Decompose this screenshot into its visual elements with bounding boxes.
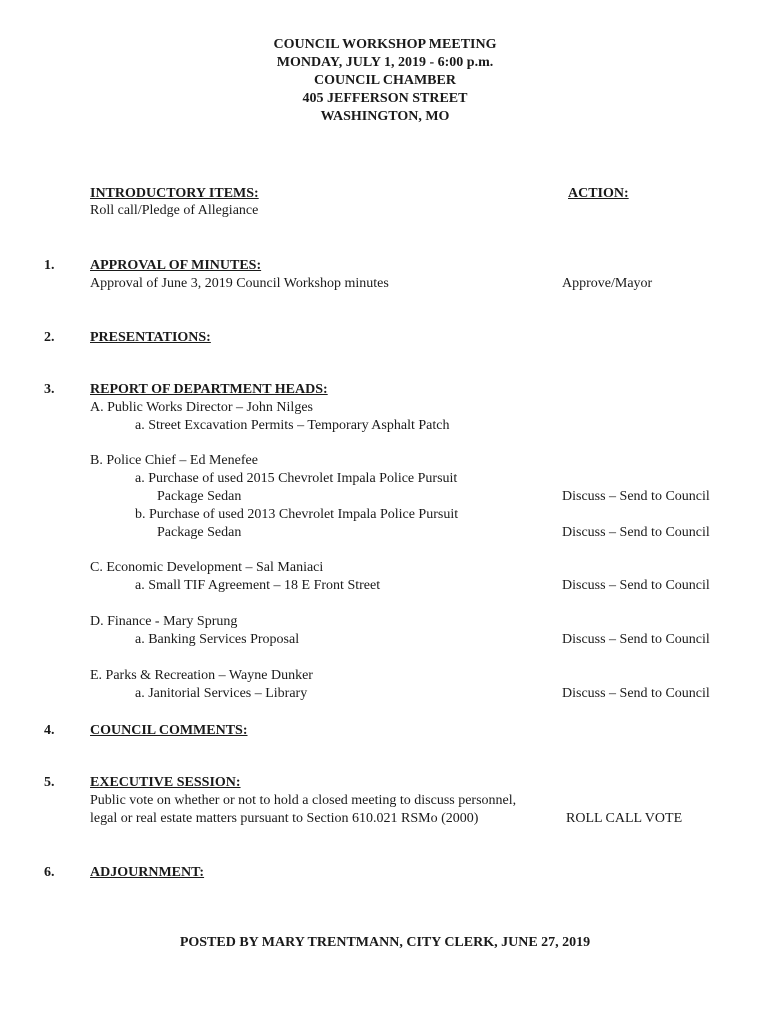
posted-by-footer: POSTED BY MARY TRENTMANN, CITY CLERK, JUNE 27, 2019 <box>179 935 591 950</box>
item-heading-presentations: PRESENTATIONS: <box>90 330 211 345</box>
header-title: COUNCIL WORKSHOP MEETING <box>273 37 497 52</box>
dept-subitem: a. Banking Services Proposal <box>135 632 300 647</box>
item-text: legal or real estate matters pursuant to Section 610.021 RSMo (2000) <box>90 811 479 826</box>
item-action: Discuss – Send to Council <box>562 578 710 593</box>
item-action: ROLL CALL VOTE <box>566 811 683 826</box>
dept-label: D. Finance - Mary Sprung <box>90 614 238 629</box>
item-heading-department-heads: REPORT OF DEPARTMENT HEADS: <box>90 382 328 397</box>
header-city: WASHINGTON, MO <box>320 109 450 124</box>
intro-heading: INTRODUCTORY ITEMS: <box>90 186 259 201</box>
dept-label: C. Economic Development – Sal Maniaci <box>90 560 324 575</box>
item-text: Public vote on whether or not to hold a closed meeting to discuss personnel, <box>90 793 517 808</box>
item-text: Approval of June 3, 2019 Council Workshop minutes <box>90 276 389 291</box>
item-heading-executive-session: EXECUTIVE SESSION: <box>90 775 241 790</box>
item-action: Discuss – Send to Council <box>562 686 710 701</box>
item-action: Approve/Mayor <box>562 276 653 291</box>
dept-subitem-cont: Package Sedan <box>157 489 242 504</box>
dept-subitem: a. Purchase of used 2015 Chevrolet Impala Police Pursuit <box>135 471 458 486</box>
header-address: 405 JEFFERSON STREET <box>302 91 468 106</box>
item-heading-adjournment: ADJOURNMENT: <box>90 865 205 880</box>
dept-subitem-cont: Package Sedan <box>157 525 242 540</box>
dept-label: A. Public Works Director – John Nilges <box>90 400 313 415</box>
item-number: 3. <box>44 382 55 397</box>
item-number: 5. <box>44 775 55 790</box>
header-date: MONDAY, JULY 1, 2019 - 6:00 p.m. <box>276 55 494 70</box>
dept-subitem: a. Janitorial Services – Library <box>135 686 308 701</box>
document-header <box>0 36 770 126</box>
dept-label: B. Police Chief – Ed Menefee <box>90 453 258 468</box>
item-heading-minutes: APPROVAL OF MINUTES: <box>90 258 262 273</box>
intro-text: Roll call/Pledge of Allegiance <box>90 203 259 218</box>
action-heading: ACTION: <box>568 186 629 201</box>
item-number: 6. <box>44 865 55 880</box>
dept-subitem: a. Street Excavation Permits – Temporary Asphalt Patch <box>135 418 450 433</box>
dept-subitem: a. Small TIF Agreement – 18 E Front Street <box>135 578 381 593</box>
item-action: Discuss – Send to Council <box>562 489 710 504</box>
dept-subitem: b. Purchase of used 2013 Chevrolet Impala Police Pursuit <box>135 507 459 522</box>
dept-label: E. Parks & Recreation – Wayne Dunker <box>90 668 313 683</box>
item-number: 2. <box>44 330 55 345</box>
item-number: 4. <box>44 723 55 738</box>
header-location: COUNCIL CHAMBER <box>314 73 456 88</box>
item-action: Discuss – Send to Council <box>562 525 710 540</box>
item-action: Discuss – Send to Council <box>562 632 710 647</box>
item-heading-council-comments: COUNCIL COMMENTS: <box>90 723 248 738</box>
item-number: 1. <box>44 258 55 273</box>
